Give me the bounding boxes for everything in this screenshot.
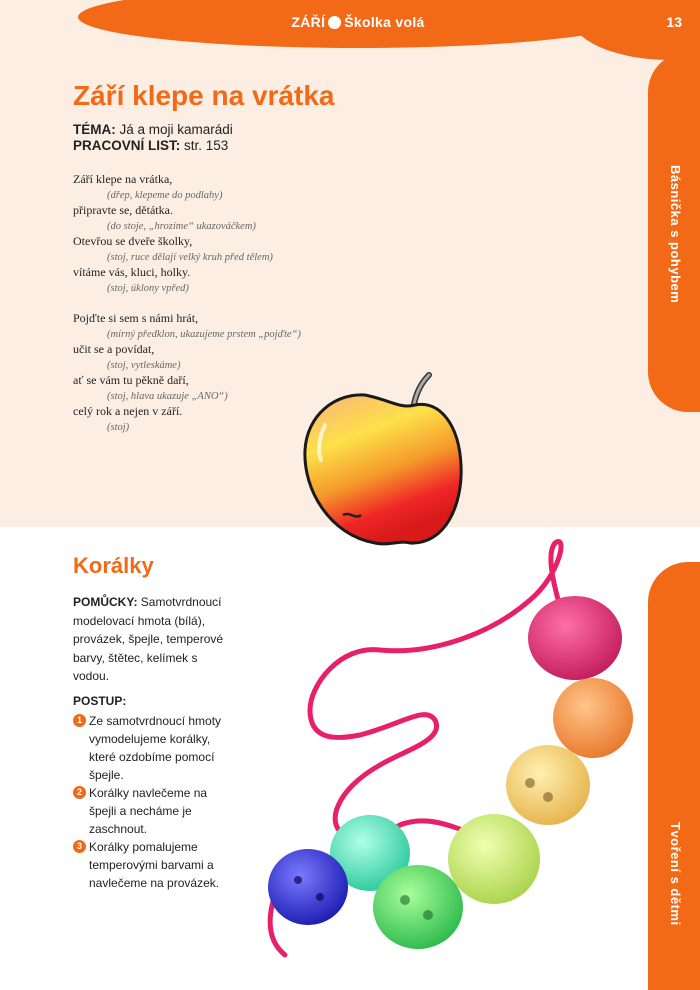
- poem-verse: Září klepe na vrátka,: [73, 172, 173, 186]
- poem-title: Září klepe na vrátka: [73, 80, 335, 111]
- step-number-badge: 3: [73, 840, 86, 853]
- poem-verse: Pojďte si sem s námi hrát,: [73, 311, 199, 325]
- header-title: [78, 14, 638, 30]
- apple-illustration: [295, 365, 470, 550]
- poem-verse: celý rok a nejen v září.: [73, 404, 183, 418]
- poem-direction: (do stoje, „hrozíme“ ukazováčkem): [107, 220, 256, 232]
- aids-text: Samotvrdnoucí modelovací hmota (bílá), provázek, špejle, temperové barvy, štětec, kelímek s vodou.: [73, 595, 224, 683]
- poem-verse: připravte se, dětátka.: [73, 203, 173, 217]
- craft-aids: [73, 593, 233, 686]
- step-text: Korálky navlečeme na špejli a necháme je zaschnout.: [89, 786, 208, 836]
- poem-verse: učit se a povídat,: [73, 342, 155, 356]
- worksheet-line: [73, 138, 233, 154]
- side-tab-crafts-label: Tvoření s dětmi: [668, 822, 683, 926]
- theme-value: Já a moji kamarádi: [119, 122, 233, 137]
- step-number-badge: 2: [73, 786, 86, 799]
- step-item: [73, 712, 233, 784]
- step-item: [73, 784, 233, 838]
- poem-verse: vítáme vás, kluci, holky.: [73, 265, 191, 279]
- apple-body: [305, 395, 461, 544]
- poem-verse: Otevřou se dveře školky,: [73, 234, 193, 248]
- page-number: 13: [666, 14, 682, 30]
- step-text: Ze samotvrdnoucí hmoty vymodelujeme korálky, které ozdobíme pomocí špejle.: [89, 714, 222, 782]
- step-number-badge: 1: [73, 714, 86, 727]
- theme-line: [73, 122, 233, 138]
- bead-lime: [448, 814, 540, 904]
- poem-body: [73, 172, 301, 435]
- poem-direction: (stoj): [107, 421, 130, 433]
- theme-label: TÉMA:: [73, 122, 116, 137]
- poem-direction: (stoj, hlava ukazuje „ANO“): [107, 390, 228, 402]
- craft-steps: [73, 712, 233, 892]
- poem-direction: (mírný předklon, ukazujeme prstem „pojďte“): [107, 328, 301, 340]
- stanza-gap: [73, 296, 301, 311]
- sun-icon: [330, 18, 339, 27]
- poem-direction: (stoj, ruce dělají velký kruh před tělem): [107, 251, 273, 263]
- poem-direction: (dřep, klepeme do podlahy): [107, 189, 223, 201]
- poem-verse: ať se vám tu pěkně daří,: [73, 373, 189, 387]
- poem-meta: [73, 122, 233, 154]
- worksheet-label: PRACOVNÍ LIST:: [73, 138, 181, 153]
- bead-yellow: [506, 745, 590, 825]
- step-text: Korálky pomalujeme temperovými barvami a navlečeme na provázek.: [89, 840, 220, 890]
- header-month: ZÁŘÍ: [291, 14, 326, 30]
- side-tab-poem-label: Básnička s pohybem: [668, 165, 683, 304]
- steps-label: POSTUP:: [73, 694, 127, 708]
- bead-pink: [528, 596, 622, 680]
- poem-direction: (stoj, vytleskáme): [107, 359, 181, 371]
- aids-label: POMŮCKY:: [73, 595, 138, 609]
- bead-blue: [268, 849, 348, 925]
- bead-green: [373, 865, 463, 949]
- step-item: [73, 838, 233, 892]
- side-tab-crafts: [648, 562, 700, 990]
- poem-direction: (stoj, úklony vpřed): [107, 282, 189, 294]
- beads-photo: [230, 535, 650, 990]
- craft-title: Korálky: [73, 553, 154, 578]
- bead-orange: [553, 678, 633, 758]
- worksheet-value: str. 153: [184, 138, 229, 153]
- header-section: Školka volá: [344, 14, 425, 30]
